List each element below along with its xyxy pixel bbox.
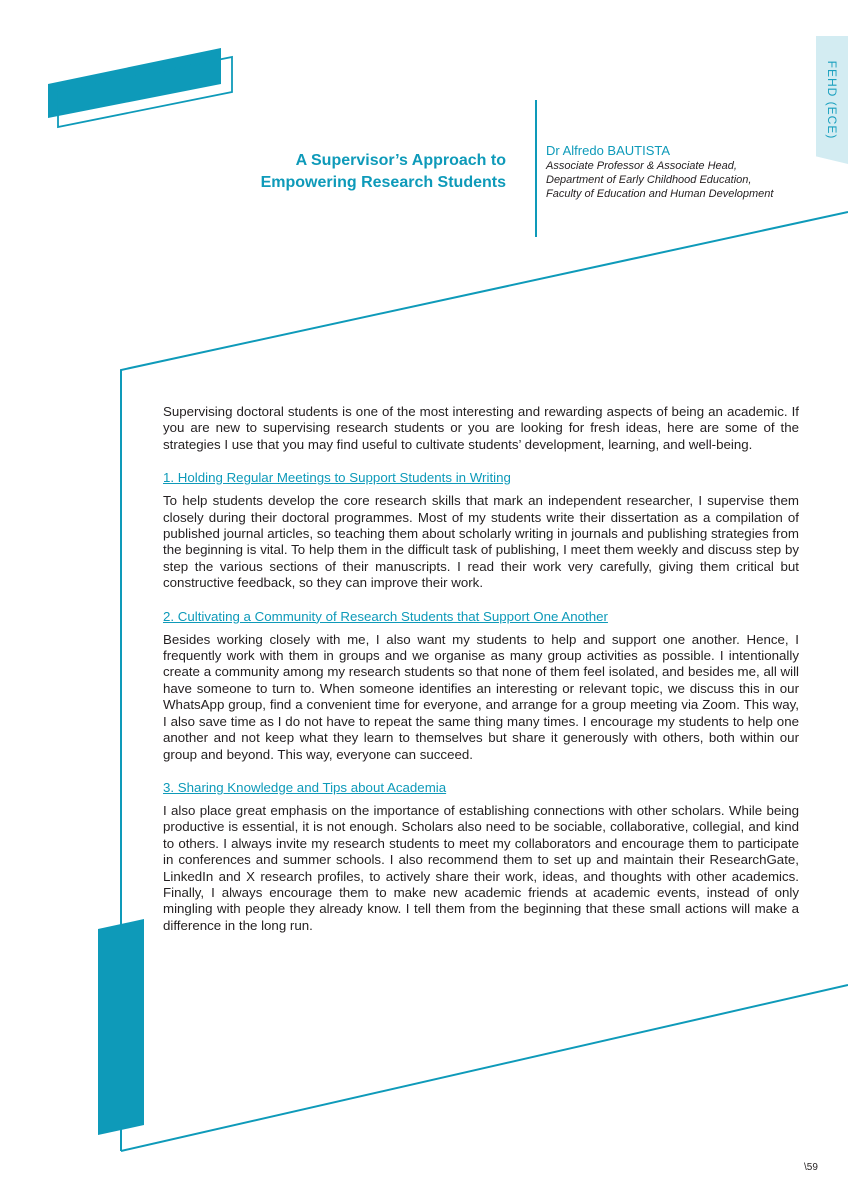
- content-frame-bottom: [121, 985, 848, 1151]
- article-body: [163, 404, 799, 934]
- article-title: A Supervisor’s Approach to Empowering Research Students: [260, 152, 506, 191]
- intro-paragraph: Supervising doctoral students is one of the most interesting and rewarding aspects of being an academic. If you are new to supervising research students or you are looking for fresh ideas, here are some of the strategies I use that you may find useful to cultivate students’ development, learning, and well-being.: [163, 404, 799, 452]
- section-tab-label: FEHD (ECE): [825, 60, 839, 140]
- author-name: Dr Alfredo BAUTISTA: [546, 143, 671, 158]
- header-divider: [535, 100, 537, 237]
- section-paragraph-community: Besides working closely with me, I also want my students to help and support one another. Hence, I frequently work with them in groups and we organise as many group activities as possible. I intentionally create a community among my research students so that none of them feel isolated, and besides me, all will have someone to turn to. When someone identifies an interesting or relevant topic, we discuss this in our WhatsApp group, find a convenient time for everyone, and arrange for a group meeting via Zoom. This way, I also save time as I do not have to repeat the same thing many times. I encourage my students to help one another and not keep what they learn to themselves but share it generously with others, both within our group and beyond. This way, everyone can succeed.: [163, 631, 799, 762]
- header-accent-bar: [48, 48, 221, 118]
- section-paragraph-knowledge: I also place great emphasis on the importance of establishing connections with other scholars. While being productive is essential, it is not enough. Scholars also need to be sociable, collaborative, collegial, and kind to others. I always invite my research students to meet my collaborators and encourage them to participate in conferences and summer schools. I also recommend them to set up and maintain their ResearchGate, LinkedIn and X research profiles, to actively share their work, ideas, and thoughts with other academics. Finally, I always encourage them to make new academic friends at academic events, instead of only mingling with people they already know. I tell them from the beginning that these small actions will make a difference in the long run.: [163, 802, 799, 933]
- section-paragraph-meetings: To help students develop the core research skills that mark an independent researcher, I supervise them closely during their doctoral programmes. Most of my students write their dissertation as a compilation of published journal articles, so teaching them about scholarly writing in journals and publishing strategies from the beginning is vital. To help them in the difficult task of publishing, I meet them weekly and discuss step by step the various sections of their manuscripts. I read their work very carefully, giving them critical but constructive feedback, so they can improve their work.: [163, 493, 799, 591]
- section-heading-meetings[interactable]: 1. Holding Regular Meetings to Support Students in Writing: [163, 470, 511, 486]
- author-role-line: Faculty of Education and Human Development: [546, 188, 774, 200]
- author-role-line: Department of Early Childhood Education,: [546, 174, 752, 186]
- footer-accent-bar: [98, 919, 144, 1135]
- author-block: [546, 143, 814, 201]
- page-number: \59: [804, 1162, 818, 1173]
- section-heading-community[interactable]: 2. Cultivating a Community of Research Students that Support One Another: [163, 608, 608, 624]
- author-role-line: Associate Professor & Associate Head,: [546, 160, 737, 172]
- section-heading-knowledge[interactable]: 3. Sharing Knowledge and Tips about Academia: [163, 779, 447, 795]
